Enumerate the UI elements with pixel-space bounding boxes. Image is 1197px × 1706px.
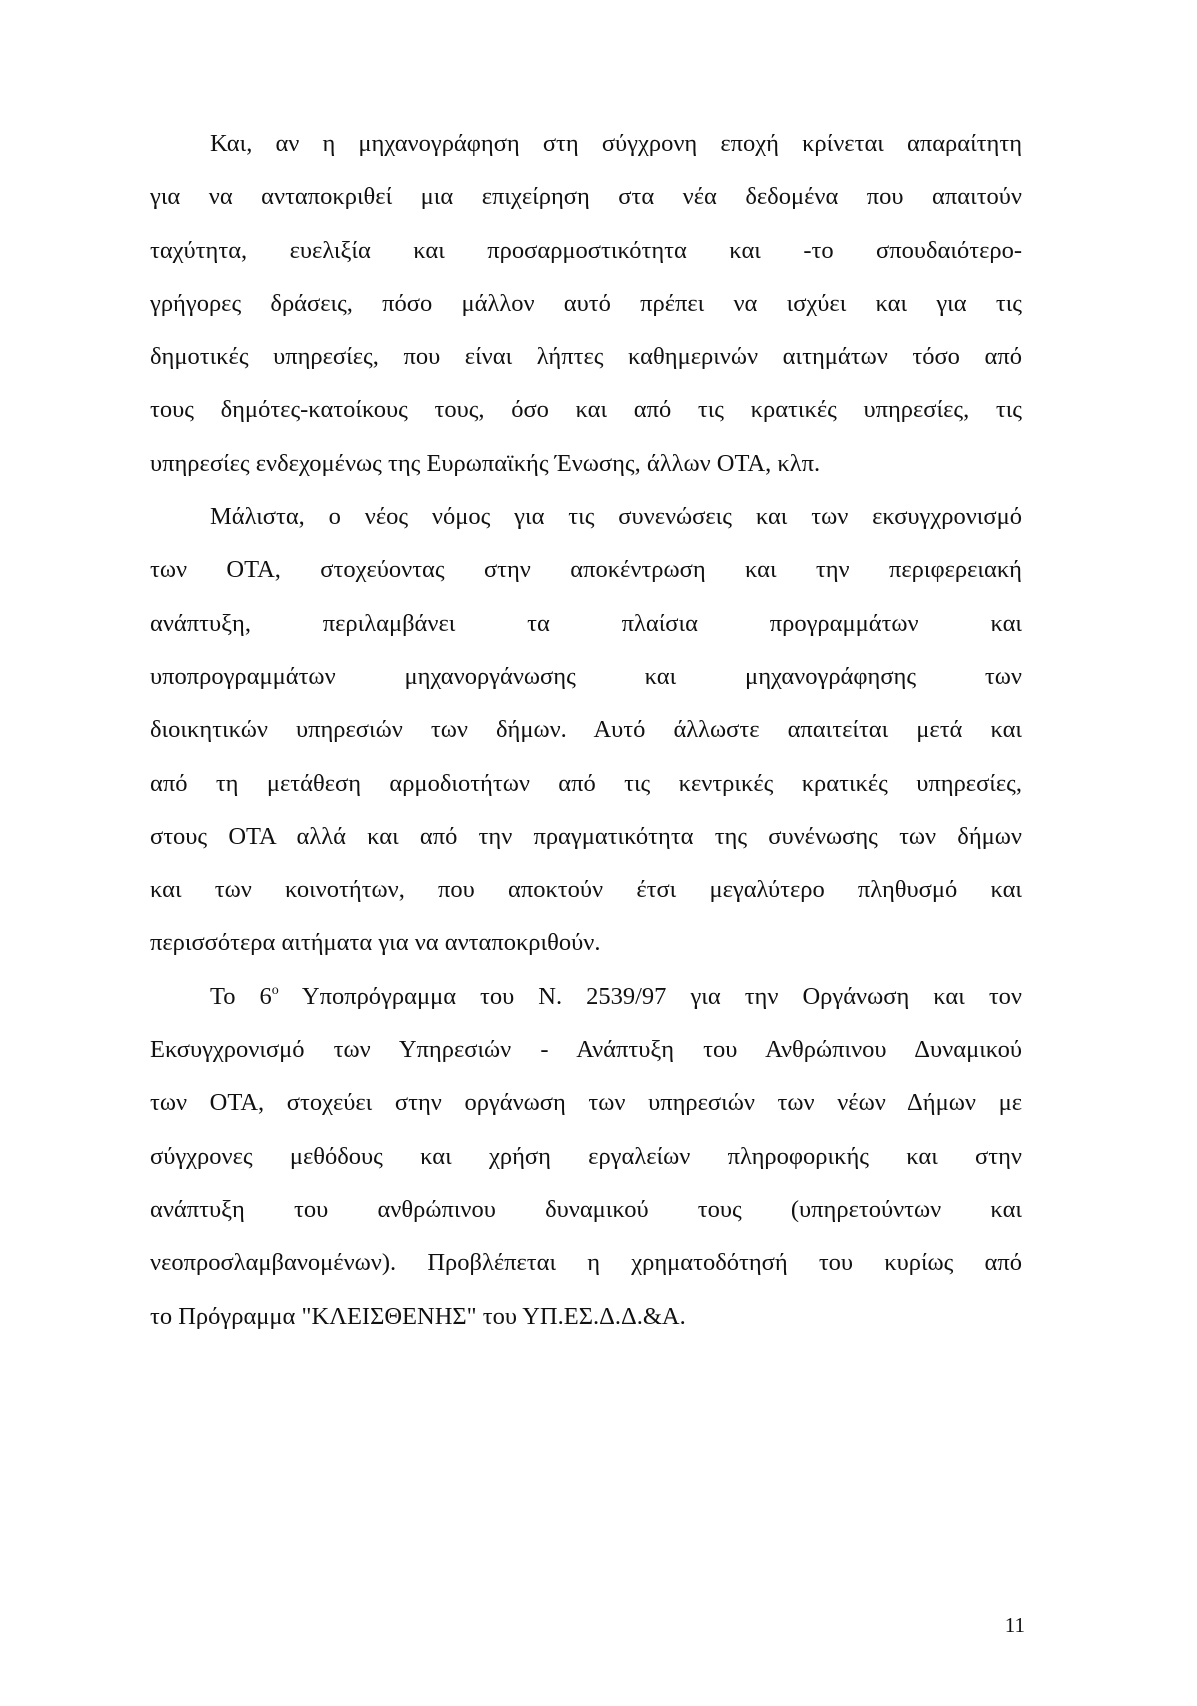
text-line: Εκσυγχρονισμό των Υπηρεσιών - Ανάπτυξη του Ανθρώπινου Δυναμικού (150, 1036, 1022, 1064)
text-fragment: Το 6 (210, 982, 272, 1010)
text-line (150, 970, 1022, 1023)
text-line: περισσότερα αιτήματα για να ανταποκριθούν. (150, 929, 601, 957)
text-line: και των κοινοτήτων, που αποκτούν έτσι μεγαλύτερο πληθυσμό και (150, 876, 1022, 904)
text-line: νεοπροσλαμβανομένων). Προβλέπεται η χρηματοδότησή του κυρίως από (150, 1249, 1022, 1277)
paragraph-1 (150, 117, 1022, 490)
text-line: γρήγορες δράσεις, πόσο μάλλον αυτό πρέπει να ισχύει και για τις (150, 289, 1022, 317)
text-line: υπηρεσίες ενδεχομένως της Ευρωπαϊκής Ένωσης, άλλων ΟΤΑ, κλπ. (150, 449, 821, 477)
text-fragment: Υποπρόγραμμα του Ν. 2539/97 για την Οργάνωση και τον (278, 982, 1023, 1010)
text-line: στους ΟΤΑ αλλά και από την πραγματικότητα της συνένωσης των δήμων (150, 822, 1022, 850)
text-line: διοικητικών υπηρεσιών των δήμων. Αυτό άλλωστε απαιτείται μετά και (150, 716, 1022, 744)
text-line: για να ανταποκριθεί μια επιχείρηση στα νέα δεδομένα που απαιτούν (150, 183, 1022, 211)
text-line: από τη μετάθεση αρμοδιοτήτων από τις κεντρικές κρατικές υπηρεσίες, (150, 769, 1022, 797)
page-number: 11 (1004, 1613, 1025, 1637)
text-line: δημοτικές υπηρεσίες, που είναι λήπτες καθημερινών αιτημάτων τόσο από (150, 343, 1022, 371)
text-line: το Πρόγραμμα "ΚΛΕΙΣΘΕΝΗΣ" του ΥΠ.ΕΣ.Δ.Δ.&Α. (150, 1302, 686, 1330)
superscript-ordinal: ο (271, 982, 279, 998)
text-line: των ΟΤΑ, στοχεύοντας στην αποκέντρωση και την περιφερειακή (150, 556, 1022, 584)
text-line: των ΟΤΑ, στοχεύει στην οργάνωση των υπηρεσιών των νέων Δήμων με (150, 1089, 1022, 1117)
paragraph-3 (150, 970, 1022, 1343)
text-line: τους δημότες-κατοίκους τους, όσο και από τις κρατικές υπηρεσίες, τις (150, 396, 1022, 424)
document-page (150, 117, 1022, 1343)
paragraph-2 (150, 490, 1022, 970)
text-line: σύγχρονες μεθόδους και χρήση εργαλείων πληροφορικής και στην (150, 1142, 1022, 1170)
text-line: ταχύτητα, ευελιξία και προσαρμοστικότητα και -το σπουδαιότερο- (150, 236, 1022, 264)
text-line: Μάλιστα, ο νέος νόμος για τις συνενώσεις και των εκσυγχρονισμό (210, 503, 1022, 531)
text-line: ανάπτυξη, περιλαμβάνει τα πλαίσια προγραμμάτων και (150, 609, 1022, 637)
text-line: Και, αν η μηχανογράφηση στη σύγχρονη εποχή κρίνεται απαραίτητη (210, 130, 1022, 157)
text-line: υποπρογραμμάτων μηχανοργάνωσης και μηχανογράφησης των (150, 662, 1022, 690)
text-line: ανάπτυξη του ανθρώπινου δυναμικού τους (υπηρετούντων και (150, 1195, 1022, 1223)
